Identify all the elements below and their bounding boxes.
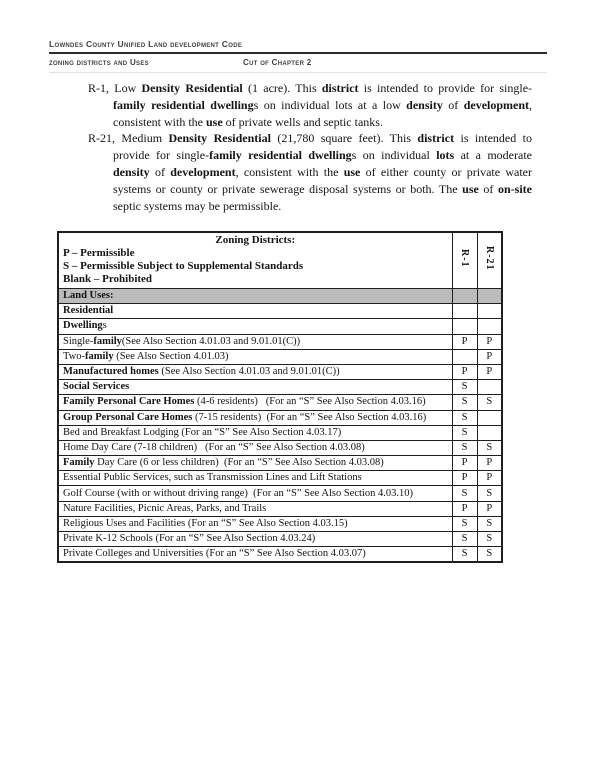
- table-row: [58, 471, 502, 486]
- land-use-label: [58, 532, 452, 547]
- r1-value: [452, 319, 477, 334]
- table-row: [58, 380, 502, 395]
- land-use-label: [58, 456, 452, 471]
- r21-value: P: [477, 349, 502, 364]
- text-run: (1 acre). This: [242, 81, 322, 95]
- r1-value: P: [452, 334, 477, 349]
- land-use-label: [58, 501, 452, 516]
- bold-text-run: development: [463, 97, 530, 112]
- r1-value: [452, 304, 477, 319]
- table-legend-row: [58, 232, 502, 289]
- land-use-label: [58, 319, 452, 334]
- column-header-r21: [477, 232, 502, 289]
- column-header-r1: [452, 232, 477, 289]
- column-header-r1-label: R-1: [459, 248, 470, 268]
- r21-value: S: [477, 516, 502, 531]
- bold-text-run: family residential dwelling: [209, 148, 352, 163]
- r1-value: S: [452, 547, 477, 563]
- legend-line-p: P – Permissible: [63, 247, 135, 260]
- text-run: of: [149, 164, 171, 179]
- r21-value: S: [477, 395, 502, 410]
- bold-text-run: density: [113, 164, 150, 179]
- land-use-label: [58, 349, 452, 364]
- text-run: Essential Public Services, such as Transmission Lines and Lift Stations: [63, 472, 362, 484]
- legend-title: Zoning Districts:: [215, 234, 296, 247]
- bold-text-run: use: [343, 164, 361, 179]
- text-run: of: [442, 97, 464, 112]
- text-run: Day Care (6 or less children) (For an “S” See Also Section 4.03.08): [94, 457, 384, 469]
- text-run: Home Day Care (7-18 children) (For an “S” See Also Section 4.03.08): [63, 441, 365, 453]
- text-run: Nature Facilities, Picnic Areas, Parks, and Trails: [63, 502, 267, 514]
- text-run: Bed and Breakfast Lodging (For an “S” See Also Section 4.03.17): [63, 426, 342, 438]
- text-run: (See Also Section 4.01.03 and 9.01.01(C)): [158, 366, 340, 378]
- bold-text-run: Density Residential: [168, 131, 271, 146]
- land-use-label: [58, 410, 452, 425]
- bold-text-run: Manufactured homes: [63, 366, 159, 378]
- text-run: (See Also Section 4.01.03): [113, 350, 229, 362]
- r1-value: P: [452, 501, 477, 516]
- bold-text-run: Group Personal Care Homes: [63, 411, 193, 423]
- text-run: s: [102, 320, 107, 332]
- intro-paragraphs: [88, 80, 532, 214]
- text-run: s on individual lots at a low: [253, 97, 407, 112]
- r1-value: P: [452, 364, 477, 379]
- text-run: of private wells and septic tanks.: [222, 114, 383, 129]
- table-row: [58, 425, 502, 440]
- table-row: [58, 349, 502, 364]
- r1-value: [452, 289, 477, 304]
- text-run: R-21, Medium: [88, 131, 169, 146]
- r21-value: P: [477, 471, 502, 486]
- legend-line-s: S – Permissible Subject to Supplemental Standards: [63, 260, 304, 272]
- r1-value: S: [452, 410, 477, 425]
- text-run: of either county or private water systems or county or private sewerage disposal systems or both. The: [113, 164, 532, 196]
- table-row: [58, 364, 502, 379]
- zoning-table: [57, 231, 503, 563]
- text-run: is intended to provide for single-: [113, 131, 532, 163]
- legend-line-blank: Blank – Prohibited: [63, 272, 153, 285]
- bold-text-run: Dwelling: [63, 320, 103, 332]
- bold-text-run: use: [462, 181, 479, 196]
- bold-text-run: use: [206, 114, 223, 129]
- table-row: [58, 516, 502, 531]
- text-run: Two-: [63, 350, 86, 362]
- section-title: zoning districts and Uses: [49, 58, 149, 67]
- text-run: (7-15 residents) (For an “S” See Also Section 4.03.16): [192, 411, 427, 423]
- text-run: septic systems may be permissible.: [113, 198, 282, 213]
- r21-value: P: [477, 456, 502, 471]
- land-use-label: [58, 547, 452, 563]
- r21-value: P: [477, 501, 502, 516]
- land-use-label: [58, 364, 452, 379]
- text-run: is intended to provide for single-: [358, 81, 533, 95]
- table-row: [58, 501, 502, 516]
- r1-value: P: [452, 456, 477, 471]
- bold-text-run: Social Services: [63, 381, 130, 393]
- land-use-label: [58, 516, 452, 531]
- table-row: [58, 304, 502, 319]
- bold-text-run: Residential: [63, 305, 114, 317]
- r21-value: [477, 289, 502, 304]
- bold-text-run: Land Uses:: [63, 290, 114, 302]
- r21-value: [477, 380, 502, 395]
- table-row: [58, 547, 502, 563]
- text-run: (4-6 residents) (For an “S” See Also Section 4.03.16): [194, 396, 426, 408]
- document-title: Lowndes County Unified Land development Code: [49, 39, 547, 54]
- bold-text-run: development: [170, 164, 236, 179]
- r21-value: [477, 425, 502, 440]
- r1-value: S: [452, 425, 477, 440]
- paragraph-r1: [88, 80, 532, 130]
- table-row: [58, 319, 502, 334]
- text-run: of: [478, 181, 498, 196]
- table-row: [58, 486, 502, 501]
- r21-value: P: [477, 334, 502, 349]
- r1-value: S: [452, 440, 477, 455]
- chapter-label: Cut of Chapter 2: [243, 58, 312, 67]
- page-header: [49, 39, 547, 73]
- r21-value: S: [477, 547, 502, 563]
- r1-value: S: [452, 380, 477, 395]
- land-use-label: [58, 395, 452, 410]
- r1-value: S: [452, 486, 477, 501]
- section-header: [49, 54, 547, 73]
- land-use-label: [58, 304, 452, 319]
- bold-text-run: lots: [436, 148, 455, 163]
- table-row: [58, 532, 502, 547]
- text-run: Religious Uses and Facilities (For an “S” See Also Section 4.03.15): [63, 517, 348, 529]
- text-run: at a moderate: [454, 148, 532, 163]
- table-row: [58, 395, 502, 410]
- r21-value: [477, 304, 502, 319]
- text-run: s on individual: [351, 148, 437, 163]
- text-run: Private K-12 Schools (For an “S” See Also Section 4.03.24): [63, 533, 316, 545]
- text-run: (21,780 square feet). This: [270, 131, 418, 146]
- bold-text-run: Family: [63, 457, 95, 469]
- text-run: Private Colleges and Universities (For an “S” See Also Section 4.03.07): [63, 548, 366, 560]
- table-row: [58, 334, 502, 349]
- bold-text-run: family: [93, 335, 122, 347]
- bold-text-run: density: [406, 97, 443, 112]
- bold-text-run: family: [85, 350, 114, 362]
- r1-value: S: [452, 516, 477, 531]
- land-use-label: [58, 471, 452, 486]
- text-run: R-1, Low: [88, 81, 142, 95]
- bold-text-run: district: [417, 131, 455, 146]
- table-row: [58, 410, 502, 425]
- r21-value: S: [477, 486, 502, 501]
- text-run: Single-: [63, 335, 94, 347]
- r21-value: P: [477, 364, 502, 379]
- bold-text-run: family residential dwelling: [113, 97, 254, 112]
- table-row: [58, 456, 502, 471]
- paragraph-r21: [88, 130, 532, 214]
- zoning-table-body: [58, 232, 502, 562]
- r1-value: [452, 349, 477, 364]
- r21-value: [477, 410, 502, 425]
- bold-text-run: Family Personal Care Homes: [63, 396, 195, 408]
- bold-text-run: on-site: [498, 181, 532, 196]
- land-use-label: [58, 380, 452, 395]
- text-run: (See Also Section 4.01.03 and 9.01.01(C)): [121, 335, 301, 347]
- bold-text-run: Density Residential: [141, 81, 243, 95]
- text-run: , consistent with the: [113, 97, 533, 129]
- table-row: [58, 440, 502, 455]
- r1-value: S: [452, 532, 477, 547]
- land-use-label: [58, 425, 452, 440]
- column-header-r21-label: R-21: [483, 245, 495, 271]
- text-run: , consistent with the: [235, 164, 344, 179]
- land-use-label: [58, 440, 452, 455]
- r21-value: S: [477, 532, 502, 547]
- r1-value: S: [452, 395, 477, 410]
- r1-value: P: [452, 471, 477, 486]
- land-use-label: [58, 289, 452, 304]
- table-row: [58, 289, 502, 304]
- r21-value: [477, 319, 502, 334]
- land-use-label: [58, 486, 452, 501]
- land-use-label: [58, 334, 452, 349]
- text-run: Golf Course (with or without driving range) (For an “S” See Also Section 4.03.10): [63, 487, 413, 499]
- r21-value: S: [477, 440, 502, 455]
- bold-text-run: district: [321, 81, 359, 95]
- table-legend: [58, 232, 452, 289]
